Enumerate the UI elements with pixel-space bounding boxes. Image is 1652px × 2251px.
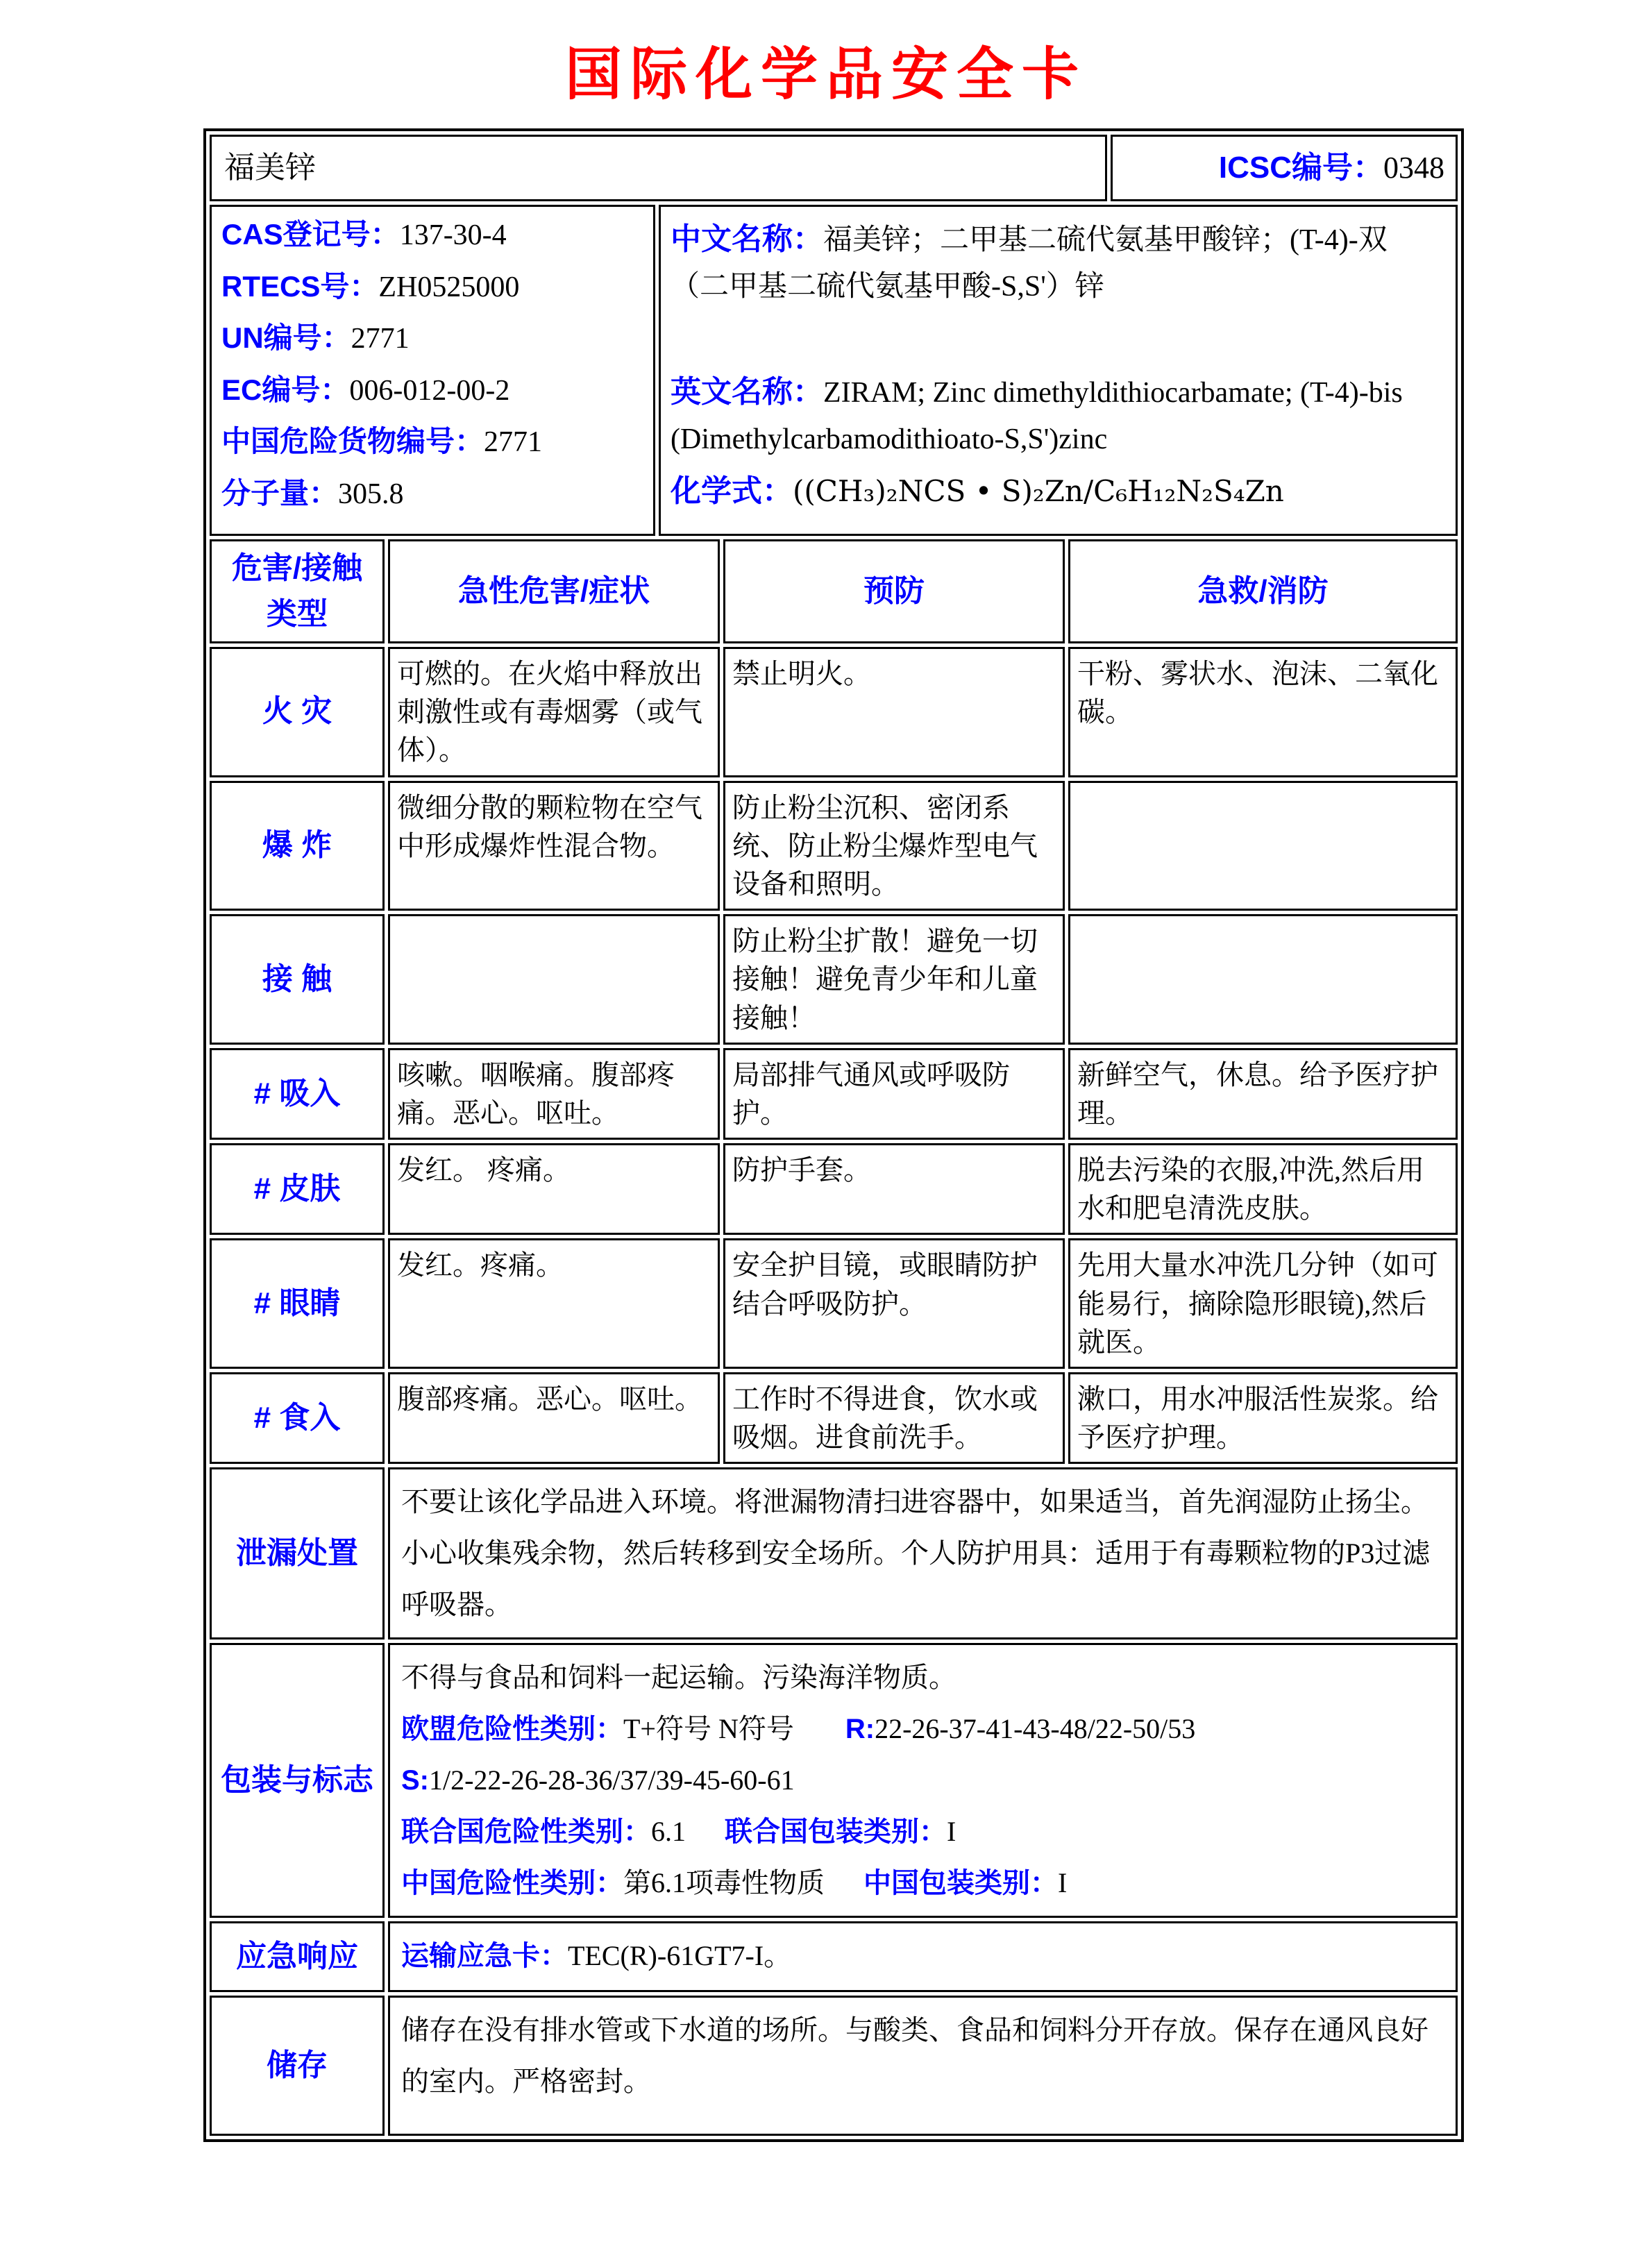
r-phrases-value: 22-26-37-41-43-48/22-50/53 — [875, 1712, 1196, 1744]
icsc-number-label: ICSC编号： — [1218, 150, 1384, 185]
molecular-weight-value: 305.8 — [338, 478, 404, 510]
emergency-response-row — [210, 1921, 1458, 1992]
icsc-page — [0, 29, 1652, 2142]
eu-hazard-label: 欧盟危险性类别： — [401, 1713, 623, 1744]
fire-response: 干粉、雾状水、泡沫、二氧化碳。 — [1068, 647, 1458, 777]
ingestion-symptoms: 腹部疼痛。恶心。呕吐。 — [388, 1372, 720, 1464]
identifiers-cell — [210, 205, 655, 536]
icsc-card-table — [203, 128, 1464, 2142]
hazard-row-fire — [210, 647, 1458, 777]
inhalation-response: 新鲜空气，休息。给予医疗护理。 — [1068, 1048, 1458, 1140]
substance-name-cell — [210, 135, 1107, 201]
chinese-name-value: 福美锌；二甲基二硫代氨基甲酸锌；(T-4)-双（二甲基二硫代氨基甲酸-S,S'）锌 — [671, 224, 1388, 303]
fire-symptoms: 可燃的。在火焰中释放出刺激性或有毒烟雾（或气体）。 — [388, 647, 720, 777]
un-class-line — [401, 1806, 1444, 1857]
transport-card-value: TEC(R)-61GT7-I。 — [568, 1940, 792, 1972]
substance-name: 福美锌 — [224, 150, 316, 185]
spill-disposal-row — [210, 1467, 1458, 1639]
un-pack-group-value: I — [947, 1815, 956, 1847]
chemical-formula-value: ((CH₃)₂NCS • S)₂Zn/C₆H₁₂N₂S₄Zn — [793, 474, 1284, 509]
packaging-label: 包装与标志 — [210, 1643, 385, 1918]
ec-number-label: EC编号： — [221, 373, 350, 406]
ingestion-label: # 食入 — [210, 1372, 385, 1464]
un-number-line — [221, 320, 649, 357]
eyes-prevention: 安全护目镜，或眼睛防护结合呼吸防护。 — [723, 1238, 1065, 1369]
molecular-weight-label: 分子量： — [221, 476, 339, 509]
exposure-response — [1068, 914, 1458, 1045]
un-number-value: 2771 — [351, 323, 410, 355]
eyes-label: # 眼睛 — [210, 1238, 385, 1369]
ec-number-line — [221, 372, 649, 410]
chinese-name-block — [671, 215, 1443, 311]
english-name-value: ZIRAM; Zinc dimethyldithiocarbamate; (T-4)-bis (Dimethylcarbamodithioato-S,S')zinc — [671, 376, 1403, 455]
cas-number-label: CAS登记号： — [221, 218, 400, 251]
skin-label: # 皮肤 — [210, 1143, 385, 1235]
eu-hazard-line — [401, 1703, 1444, 1755]
skin-symptoms: 发红。 疼痛。 — [388, 1143, 720, 1235]
inhalation-prevention: 局部排气通风或呼吸防护。 — [723, 1048, 1065, 1140]
title-row — [210, 135, 1458, 201]
prevention-header: 预防 — [723, 539, 1065, 643]
english-name-block — [671, 368, 1443, 464]
r-phrases-label: R: — [845, 1713, 875, 1744]
explosion-prevention: 防止粉尘沉积、密闭系统、防止粉尘爆炸型电气设备和照明。 — [723, 781, 1065, 911]
hazard-header-row — [210, 539, 1458, 643]
skin-response: 脱去污染的衣服,冲洗,然后用水和肥皂清洗皮肤。 — [1068, 1143, 1458, 1235]
transport-note-text: 不得与食品和饲料一起运输。污染海洋物质。 — [401, 1662, 956, 1694]
storage-row — [210, 1996, 1458, 2136]
emergency-response-label: 应急响应 — [210, 1921, 385, 1992]
china-dg-number-value: 2771 — [484, 426, 543, 458]
china-hazard-class-label: 中国危险性类别： — [401, 1868, 623, 1899]
packaging-content — [388, 1643, 1458, 1918]
ingestion-prevention: 工作时不得进食，饮水或吸烟。进食前洗手。 — [723, 1372, 1065, 1464]
un-hazard-class-value: 6.1 — [651, 1815, 686, 1847]
inhalation-symptoms: 咳嗽。咽喉痛。腹部疼痛。恶心。呕吐。 — [388, 1048, 720, 1140]
cas-number-value: 137-30-4 — [399, 219, 507, 251]
rtecs-number-line — [221, 269, 649, 306]
china-pack-group-label: 中国包装类别： — [863, 1868, 1058, 1899]
s-phrases-label: S: — [401, 1764, 429, 1796]
hazard-type-header: 危害/接触 类型 — [210, 539, 385, 643]
emergency-response-content — [388, 1921, 1458, 1992]
fire-prevention: 禁止明火。 — [723, 647, 1065, 777]
china-dg-number-label: 中国危险货物编号： — [221, 425, 484, 457]
un-hazard-class-label: 联合国危险性类别： — [401, 1816, 651, 1847]
eu-hazard-value: T+符号 N符号 — [623, 1712, 794, 1744]
china-pack-group-value: I — [1058, 1867, 1068, 1899]
response-header: 急救/消防 — [1068, 539, 1458, 643]
skin-prevention: 防护手套。 — [723, 1143, 1065, 1235]
un-number-label: UN编号： — [221, 321, 351, 354]
rtecs-number-value: ZH0525000 — [378, 271, 520, 303]
exposure-symptoms — [388, 914, 720, 1045]
ec-number-value: 006-012-00-2 — [349, 374, 510, 407]
exposure-label: 接 触 — [210, 914, 385, 1045]
icsc-number-value: 0348 — [1383, 150, 1445, 185]
inhalation-label: # 吸入 — [210, 1048, 385, 1140]
hazard-row-exposure — [210, 914, 1458, 1045]
chemical-formula-block — [671, 467, 1443, 516]
hazard-row-inhalation — [210, 1048, 1458, 1140]
hazard-row-ingestion — [210, 1372, 1458, 1464]
molecular-weight-line — [221, 475, 649, 513]
exposure-prevention: 防止粉尘扩散！避免一切接触！避免青少年和儿童接触！ — [723, 914, 1065, 1045]
hazard-row-eyes — [210, 1238, 1458, 1369]
eyes-response: 先用大量水冲洗几分钟（如可能易行，摘除隐形眼镜),然后就医。 — [1068, 1238, 1458, 1369]
hazard-row-explosion — [210, 781, 1458, 911]
transport-card-label: 运输应急卡： — [401, 1941, 568, 1972]
spill-disposal-text: 不要让该化学品进入环境。将泄漏物清扫进容器中，如果适当，首先润湿防止扬尘。小心收集残余物，然后转移到安全场所。个人防护用具：适用于有毒颗粒物的P3过滤呼吸器。 — [388, 1467, 1458, 1639]
china-hazard-class-value: 第6.1项毒性物质 — [623, 1867, 825, 1899]
cas-number-line — [221, 217, 649, 254]
chemical-formula-label: 化学式： — [671, 474, 793, 509]
spill-disposal-label: 泄漏处置 — [210, 1467, 385, 1639]
explosion-response — [1068, 781, 1458, 911]
ingestion-response: 漱口，用水冲服活性炭浆。给予医疗护理。 — [1068, 1372, 1458, 1464]
rtecs-number-label: RTECS号： — [221, 269, 379, 303]
symptoms-header: 急性危害/症状 — [388, 539, 720, 643]
names-cell — [659, 205, 1458, 536]
china-dg-number-line — [221, 423, 649, 461]
explosion-symptoms: 微细分散的颗粒物在空气中形成爆炸性混合物。 — [388, 781, 720, 911]
english-name-label: 英文名称： — [671, 374, 823, 409]
packaging-row — [210, 1643, 1458, 1918]
s-phrases-value: 1/2-22-26-28-36/37/39-45-60-61 — [429, 1764, 795, 1796]
hazard-row-skin — [210, 1143, 1458, 1235]
storage-text: 储存在没有排水管或下水道的场所。与酸类、食品和饲料分开存放。保存在通风良好的室内。严格密封。 — [388, 1996, 1458, 2136]
eyes-symptoms: 发红。疼痛。 — [388, 1238, 720, 1369]
un-pack-group-label: 联合国包装类别： — [725, 1816, 947, 1847]
explosion-label: 爆 炸 — [210, 781, 385, 911]
s-phrases-line — [401, 1755, 1444, 1806]
china-class-line — [401, 1857, 1444, 1909]
chinese-name-label: 中文名称： — [671, 222, 823, 256]
icsc-number-cell — [1111, 135, 1458, 201]
fire-label: 火 灾 — [210, 647, 385, 777]
identity-row — [210, 205, 1458, 536]
transport-note — [401, 1652, 1444, 1703]
storage-label: 储存 — [210, 1996, 385, 2136]
page-title: 国际化学品安全卡 — [564, 41, 1087, 108]
